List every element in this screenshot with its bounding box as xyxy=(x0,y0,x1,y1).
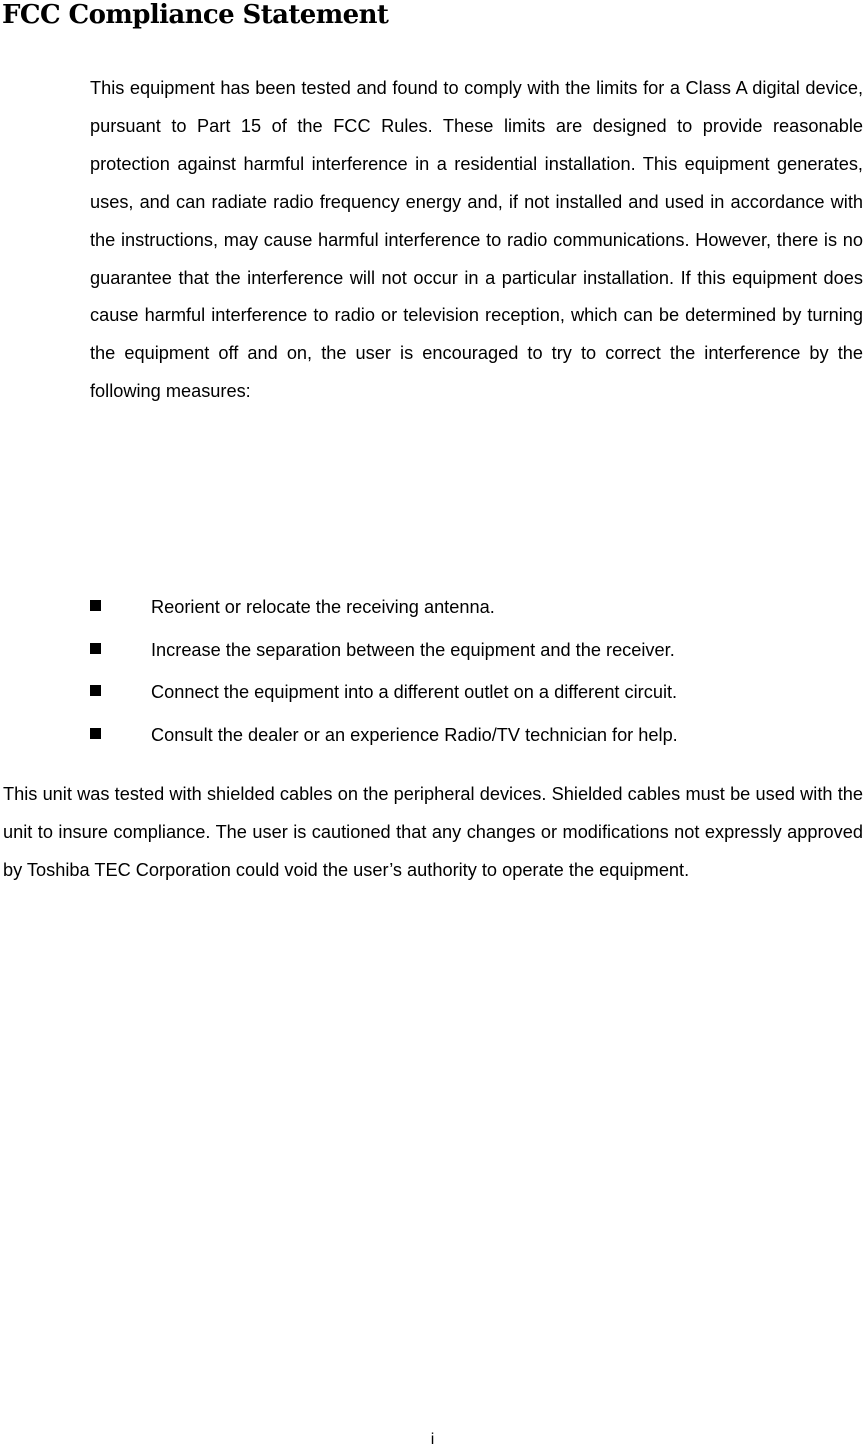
page-number: i xyxy=(430,1431,435,1448)
list-item xyxy=(0,588,865,631)
measure-text: Increase the separation between the equipment and the receiver. xyxy=(151,639,675,660)
measure-text: Reorient or relocate the receiving antenna. xyxy=(151,597,495,617)
list-item xyxy=(0,631,865,674)
measure-text: Consult the dealer or an experience Radio/TV technician for help. xyxy=(151,724,678,745)
square-bullet-icon xyxy=(90,728,101,739)
page-title: FCC Compliance Statement xyxy=(2,0,389,30)
square-bullet-icon xyxy=(90,600,101,611)
square-bullet-icon xyxy=(90,643,101,654)
list-item xyxy=(0,716,865,759)
closing-paragraph: This unit was tested with shielded cables on the peripheral devices. Shielded cables must be used with the unit to insure compliance. The user is cautioned that any changes or modifications not expressly approved by Toshiba TEC Corporation could void the user’s authority to operate the equipment. xyxy=(3,784,863,880)
list-item xyxy=(0,673,865,716)
square-bullet-icon xyxy=(90,685,101,696)
measures-list xyxy=(0,588,865,758)
intro-paragraph: This equipment has been tested and found to comply with the limits for a Class A digital device, pursuant to Part 15 of the FCC Rules. These limits are designed to provide reasonable protection against harmful interference in a residential installation. This equipment generates, uses, and can radiate radio frequency energy and, if not installed and used in accordance with the instructions, may cause harmful interference to radio communications. However, there is no guarantee that the interference will not occur in a particular installation. If this equipment does cause harmful interference to radio or television reception, which can be determined by turning the equipment off and on, the user is encouraged to try to correct the interference by the following measures: xyxy=(90,78,863,402)
measure-text: Connect the equipment into a different outlet on a different circuit. xyxy=(151,682,678,703)
